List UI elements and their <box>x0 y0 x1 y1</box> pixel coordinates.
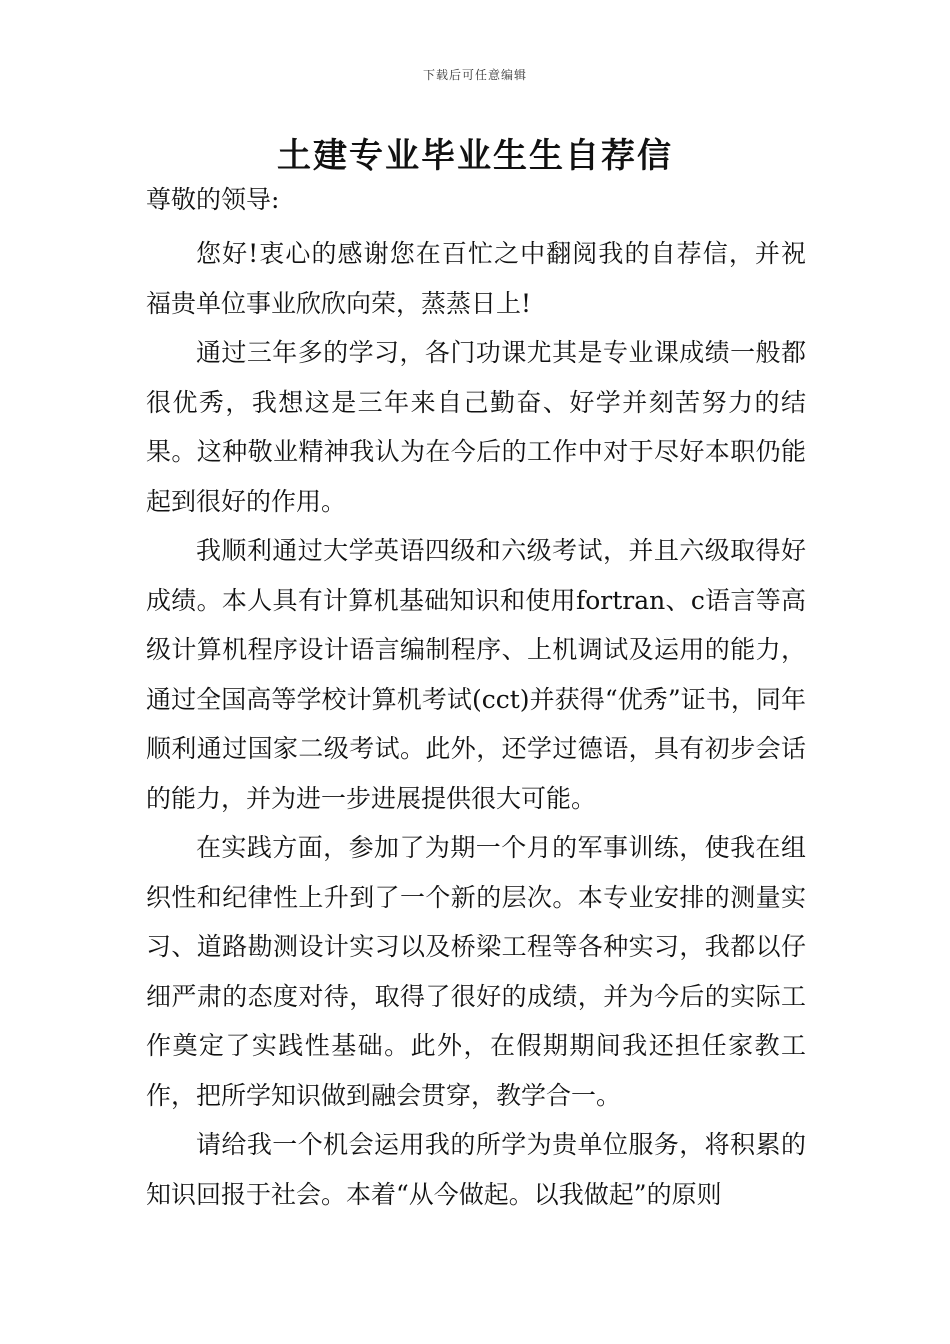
paragraph-skills: 我顺利通过大学英语四级和六级考试，并且六级取得好成绩。本人具有计算机基础知识和使用fortran、c语言等高级计算机程序设计语言编制程序、上机调试及运用的能力，通过全国高等学校计算机考试(cct)并获得“优秀”证书，同年顺利通过国家二级考试。此外，还学过德语，具有初步会话的能力，并为进一步进展提供很大可能。 <box>146 536 806 813</box>
paragraph-greeting: 您好!衷心的感谢您在百忙之中翻阅我的自荐信，并祝福贵单位事业欣欣向荣，蒸蒸日上! <box>146 239 806 318</box>
paragraph-study: 通过三年多的学习，各门功课尤其是专业课成绩一般都很优秀，我想这是三年来自己勤奋、好学并刻苦努力的结果。这种敬业精神我认为在今后的工作中对于尽好本职仍能起到很好的作用。 <box>146 338 806 516</box>
letter-body <box>146 229 806 1219</box>
salutation: 尊敬的领导: <box>146 185 280 214</box>
paragraph-practice: 在实践方面，参加了为期一个月的军事训练，使我在组织性和纪律性上升到了一个新的层次。本专业安排的测量实习、道路勘测设计实习以及桥梁工程等各种实习，我都以仔细严肃的态度对待，取得了很好的成绩，并为今后的实际工作奠定了实践性基础。此外，在假期期间我还担任家教工作，把所学知识做到融会贯穿，教学合一。 <box>146 833 806 1110</box>
header-note: 下载后可任意编辑 <box>422 68 527 82</box>
paragraph-request: 请给我一个机会运用我的所学为贵单位服务，将积累的知识回报于社会。本着“从今做起。以我做起”的原则 <box>146 1130 806 1209</box>
document-title: 土建专业毕业生生自荐信 <box>277 136 673 176</box>
